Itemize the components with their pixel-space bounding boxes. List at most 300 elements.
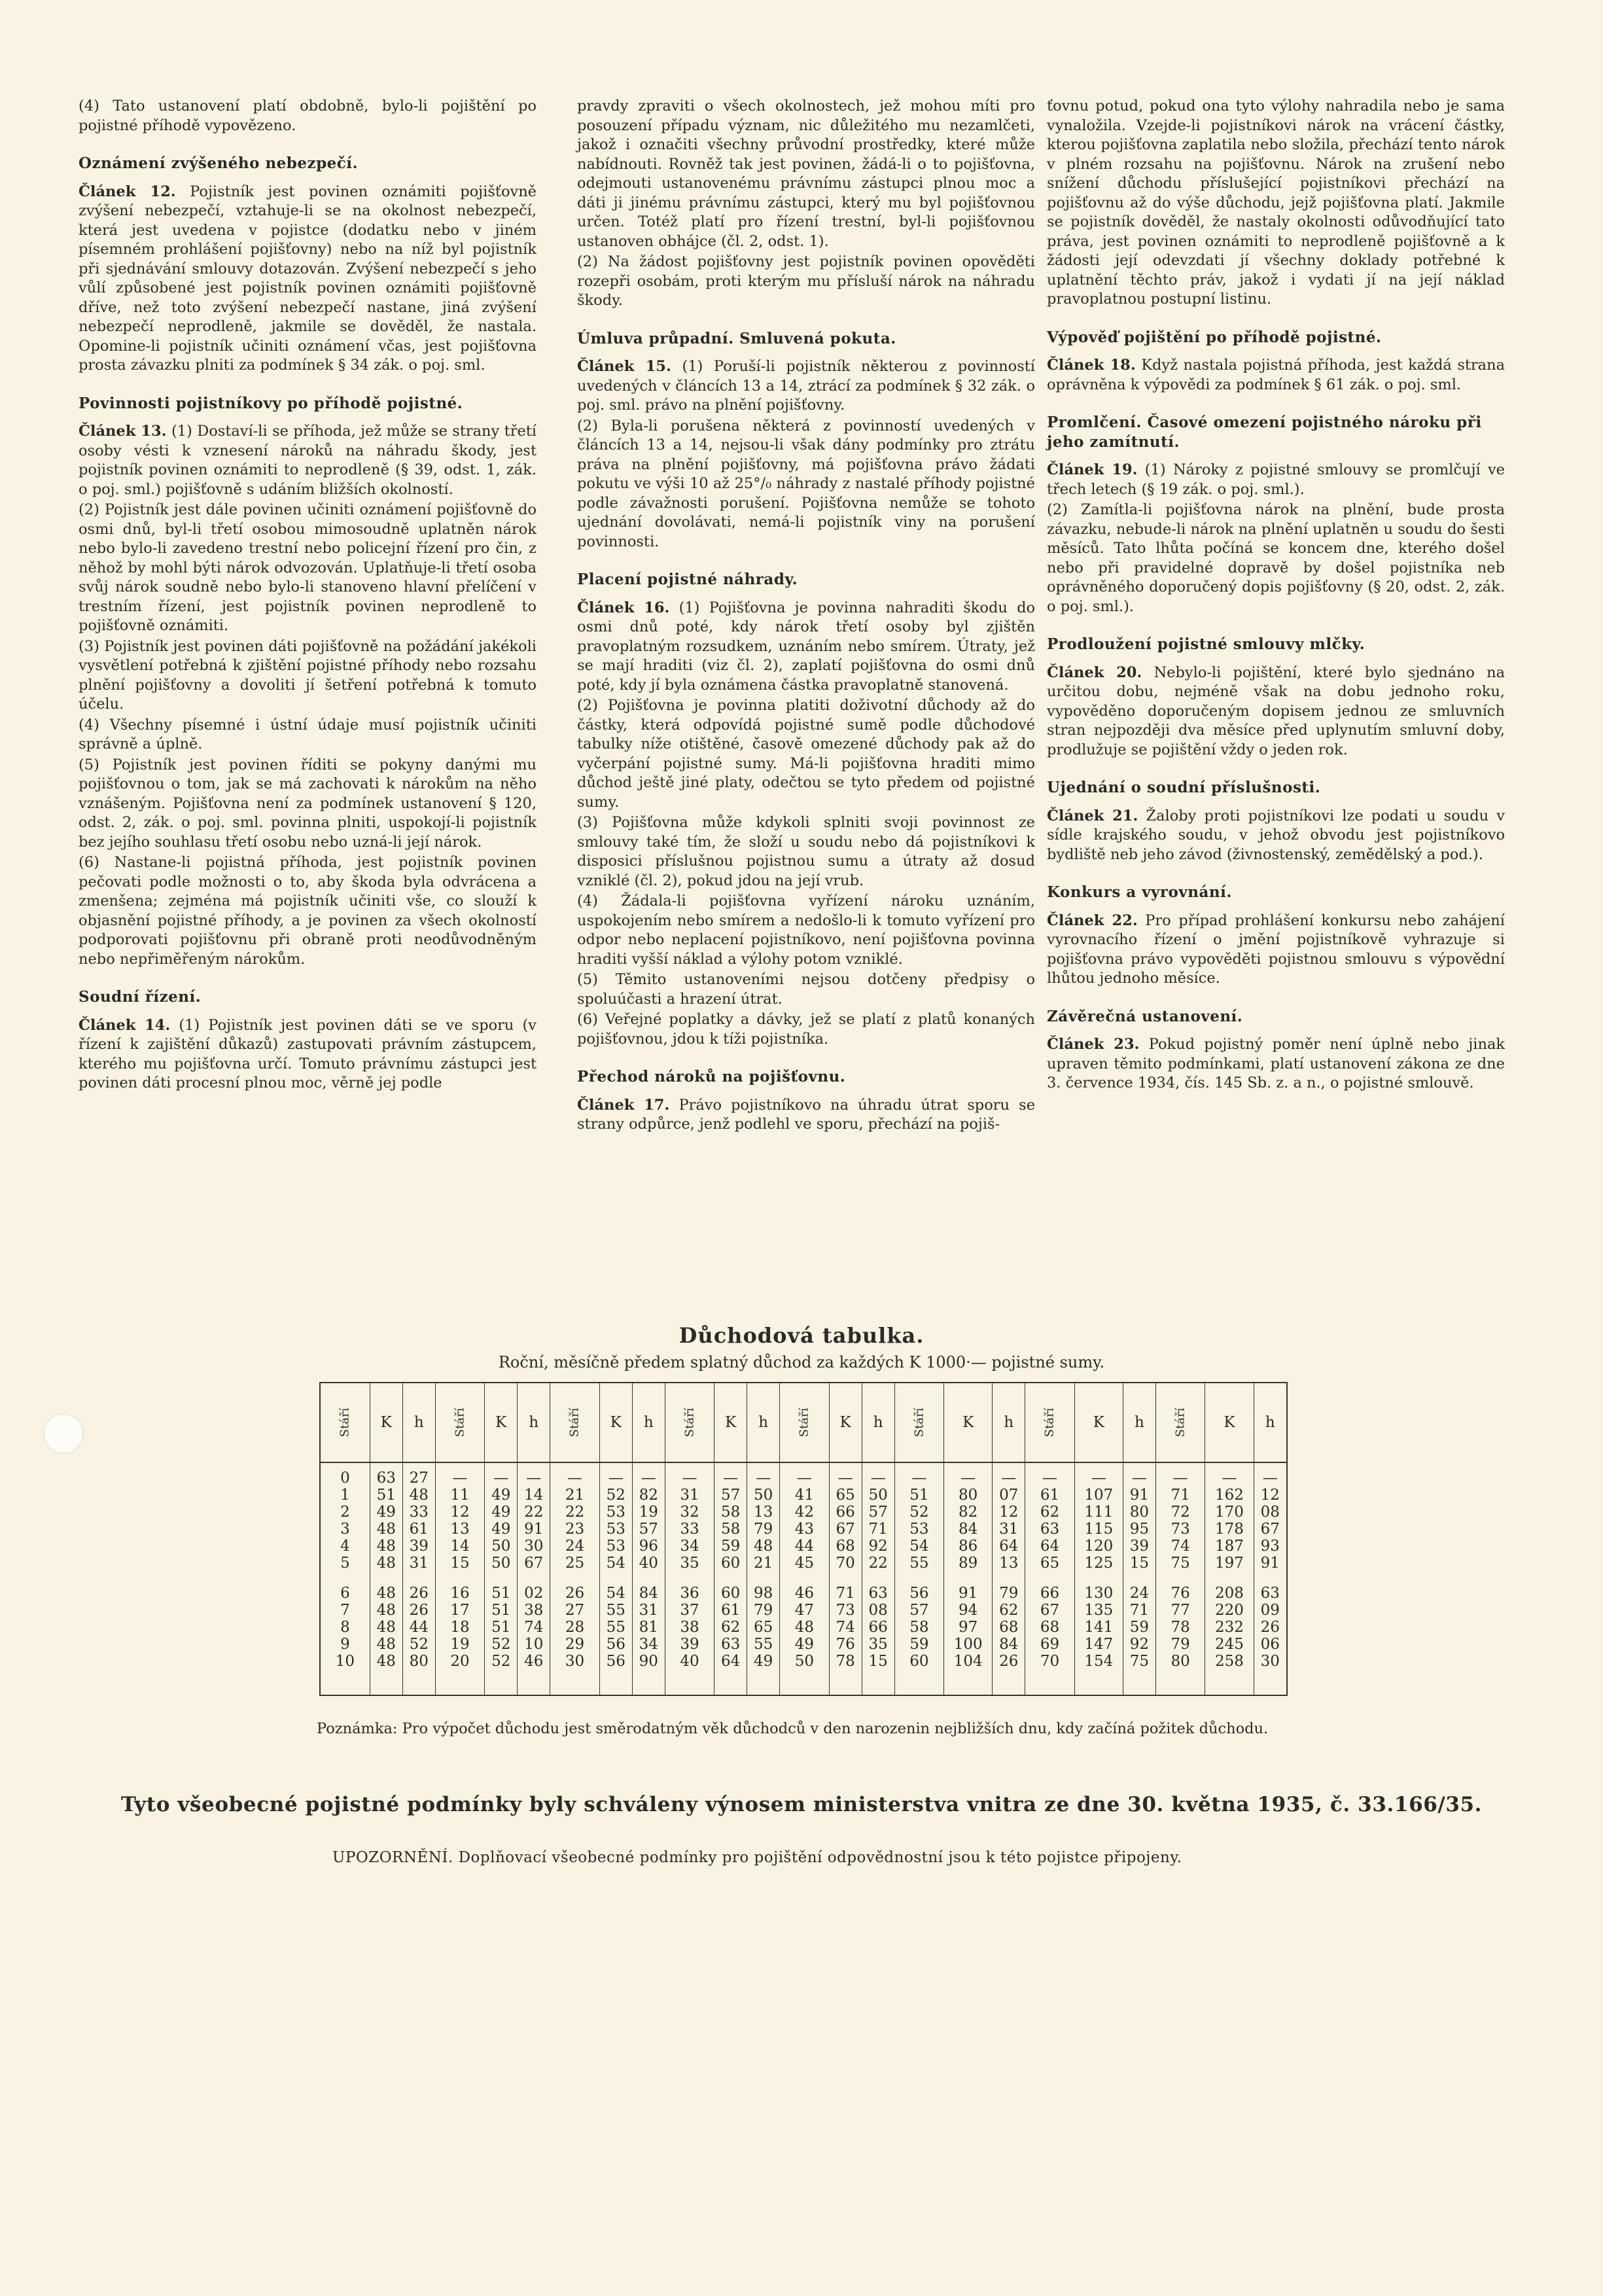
table-cell: 52 (909, 1504, 929, 1521)
table-cell: 57 (721, 1487, 741, 1504)
paragraph-text: (2) Zamítla-li pojišťovna nárok na plnění, bude prosta závazku, nebude-li nárok na plnění uplatněn u soudu do šesti měsíců. Tato lhůta počíná se koncem dne, kterého došel nebo při pravidelné dopravě by došel pojistníka neb oprávněného doporučený dopis pojišťovny (§ 20, odst. 2, zák. o poj. sml.). (1047, 501, 1505, 615)
age-column (1025, 1462, 1074, 1695)
table-cell: 135 (1084, 1602, 1114, 1619)
table-cell: 21 (565, 1487, 585, 1504)
text-column-1 (79, 97, 537, 1095)
paragraph (1047, 356, 1505, 395)
table-cell: 51 (376, 1487, 396, 1504)
table-cell: 27 (409, 1470, 429, 1487)
article-number: Článek 19. (1047, 461, 1138, 478)
hellers-column (1254, 1462, 1287, 1695)
table-cell: 92 (1129, 1636, 1150, 1653)
hellers-column (1123, 1462, 1155, 1695)
crowns-column (714, 1462, 747, 1695)
table-cell: 54 (606, 1555, 625, 1572)
paragraph (79, 1016, 537, 1093)
table-cell: 74 (836, 1619, 855, 1636)
paragraph (577, 417, 1035, 552)
table-cell: 115 (1084, 1521, 1114, 1538)
table-cell: 48 (754, 1538, 773, 1555)
table-cell: 50 (868, 1487, 888, 1504)
age-column-header: Stáří (665, 1383, 714, 1462)
table-cell: 73 (836, 1602, 855, 1619)
table-cell: 16 (450, 1585, 470, 1602)
crowns-column-header: K (829, 1383, 862, 1462)
paragraph-text: (1) Dostaví-li se příhoda, jež může se strany třetí osoby vésti k vznesení nároků na náhradu škody, jest pojistník povinen oznámiti to neprodleně (§ 39, odst. 1, zák. o poj. sml.) pojišťovně s udáním bližších okolností. (79, 423, 537, 498)
table-cell: 59 (1129, 1619, 1150, 1636)
paragraph (79, 756, 537, 853)
article-number: Článek 16. (577, 599, 670, 616)
table-cell: 80 (409, 1653, 429, 1670)
age-column-header: Stáří (1025, 1383, 1074, 1462)
age-column (550, 1462, 599, 1695)
table-cell: 15 (1129, 1555, 1150, 1572)
paragraph (1047, 501, 1505, 616)
warning-notice: UPOZORNĚNÍ. Doplňovací všeobecné podmínky pro pojištění odpovědnostní jsou k této pojistce připojeny. (332, 1849, 1182, 1866)
table-cell: 48 (376, 1636, 396, 1653)
table-cell: 56 (606, 1636, 625, 1653)
crowns-column-header: K (370, 1383, 402, 1462)
text-column-2 (577, 97, 1035, 1136)
table-cell: 77 (1171, 1602, 1190, 1619)
approval-statement: Tyto všeobecné pojistné podmínky byly schváleny výnosem ministerstva vnitra ze dne 30. května 1935, č. 33.166/35. (120, 1793, 1483, 1816)
paragraph-text: Pojistník jest povinen oznámiti pojišťovně zvýšení nebezpečí, vztahuje-li se na okolnost nebezpečí, která jest uvedena v pojistce (dodatku nebo v jiném písemném prohlášení pojišťovny) nebo na níž byl pojistník při sjednávání smlouvy dotazován. Zvýšení nebezpečí s jeho vůlí způsobené jest pojistník povinen oznámiti pojišťovně dříve, než toto zvýšení nebezpečí nastane, jiná zvýšení nebezpečí neprodleně, jakmile se dověděl, že nastala. Opomine-li pojistník učiniti oznámení včas, jest pojišťovna prosta závazku plniti za podmínek § 34 zák. o poj. sml. (79, 183, 537, 374)
paragraph-text: (5) Pojistník jest povinen říditi se pokyny danými mu pojišťovnou o tom, jak se má zachovati k nárokům na něho vznášeným. Pojišťovna není za podmínek ustanovení § 120, odst. 2, zák. o poj. sml. povinna plniti, uspokojí-li pojistník bez jejího souhlasu třetí osobu nebo uzná-li její nárok. (79, 756, 537, 851)
table-cell: — (1262, 1470, 1278, 1487)
table-cell: 12 (1260, 1487, 1280, 1504)
section-heading: Soudní řízení. (79, 988, 202, 1006)
table-cell: 27 (565, 1602, 585, 1619)
table-cell: 125 (1084, 1555, 1114, 1572)
table-cell: 3 (340, 1521, 350, 1538)
age-column-header: Stáří (780, 1383, 829, 1462)
table-cell: 41 (794, 1487, 815, 1504)
crowns-column (599, 1462, 632, 1695)
table-cell: 141 (1084, 1619, 1114, 1636)
table-cell: 94 (959, 1602, 978, 1619)
table-cell: 60 (721, 1585, 741, 1602)
table-cell: 111 (1084, 1504, 1114, 1521)
table-cell: 91 (524, 1521, 544, 1538)
article-number: Článek 13. (79, 423, 167, 440)
table-cell: 39 (1129, 1538, 1150, 1555)
table-cell: 66 (1040, 1585, 1060, 1602)
table-cell: — (870, 1470, 886, 1487)
table-cell: 22 (524, 1504, 544, 1521)
hellers-column-header: h (1254, 1383, 1287, 1462)
paragraph-text: Pro případ prohlášení konkursu nebo zahájení vyrovnacího řízení o jmění pojistníkově vyhrazuje si pojišťovna právo vypověděti pojistnou smlouvu s výpovědní lhůtou jednoho měsíce. (1047, 911, 1505, 987)
table-cell: 52 (409, 1636, 429, 1653)
table-cell: 8 (340, 1619, 350, 1636)
table-cell: 44 (409, 1619, 429, 1636)
paragraph-text: (6) Veřejné poplatky a dávky, jež se platí z platů konaných pojišťovnou, jdou k tíži pojistníka. (577, 1011, 1035, 1048)
table-cell: 06 (1260, 1636, 1280, 1653)
hellers-column-header: h (1123, 1383, 1155, 1462)
table-cell: 19 (450, 1636, 470, 1653)
table-cell: — (1091, 1470, 1106, 1487)
table-cell: 232 (1214, 1619, 1244, 1636)
age-column (894, 1462, 943, 1695)
table-cell: 60 (909, 1653, 929, 1670)
table-cell: 20 (450, 1653, 470, 1670)
table-cell: 52 (491, 1636, 511, 1653)
table-cell: 74 (524, 1619, 544, 1636)
section-heading: Povinnosti pojistníkovy po příhodě pojistné. (79, 394, 463, 412)
paragraph-text: Nebylo-li pojištění, které bylo sjednáno na určitou dobu, nejméně však na dobu jednoho roku, vypověděno doporučeným dopisem jednou ze smluvních stran nejpozději dva měsíce před uplynutím smluvní doby, prodlužuje se pojištění vždy o jeden rok. (1047, 663, 1506, 758)
table-cell: 57 (909, 1602, 929, 1619)
section-heading: Výpověď pojištění po příhodě pojistné. (1047, 328, 1382, 346)
table-cell: 40 (639, 1555, 658, 1572)
table-cell: 72 (1171, 1504, 1190, 1521)
table-cell: 82 (959, 1504, 978, 1521)
table-cell: 26 (999, 1653, 1019, 1670)
paragraph (1047, 1035, 1505, 1093)
paragraph-text: (1) Poruší-li pojistník některou z povinností uvedených v článcích 13 a 14, ztrácí za podmínek § 32 zák. o poj. sml. právo na plnění pojišťovny. (577, 358, 1035, 414)
table-cell: 22 (868, 1555, 888, 1572)
table-cell: 31 (409, 1555, 429, 1572)
table-cell: 76 (1171, 1585, 1190, 1602)
table-cell: 245 (1214, 1636, 1244, 1653)
table-cell: 80 (1171, 1653, 1190, 1670)
table-cell: 31 (639, 1602, 658, 1619)
age-column-header: Stáří (320, 1383, 370, 1462)
table-cell: 60 (721, 1555, 741, 1572)
table-cell: 15 (450, 1555, 470, 1572)
paragraph (577, 1096, 1035, 1135)
table-cell: — (608, 1470, 624, 1487)
paragraph (1047, 461, 1505, 499)
paragraph-text: (2) Pojistník jest dále povinen učiniti oznámení pojišťovně do osmi dnů, byl-li třetí osobou mimosoudně uplatněn nárok nebo bylo-li zavedeno trestní nebo policejní řízení pro čin, z něhož by mohl býti nárok odvozován. Uplatňuje-li třetí osoba svůj nárok soudně nebo bylo-li stanoveno hlavní přelíčení v trestním řízení, jest pojistník povinen neprodleně to pojišťovně oznámiti. (79, 501, 537, 634)
table-cell: 220 (1214, 1602, 1244, 1619)
table-cell: 55 (754, 1636, 773, 1653)
table-cell: 100 (953, 1636, 983, 1653)
paragraph-text: (2) Pojišťovna je povinna platiti doživotní důchody až do částky, která odpovídá pojistné sumě podle důchodové tabulky níže otištěné, časově omezené důchody pak až do vyčerpání pojistné sumy. Má-li pojišťovna hraditi mimo důchod ještě jiné platy, odečtou se tyto předem od pojistné sumy. (577, 697, 1035, 811)
table-cell: 44 (794, 1538, 815, 1555)
table-cell: 26 (1260, 1619, 1280, 1636)
table-cell: 107 (1084, 1487, 1114, 1504)
hellers-column (632, 1462, 665, 1695)
table-cell: 61 (1040, 1487, 1060, 1504)
age-column-header: Stáří (435, 1383, 484, 1462)
paragraph-text: (6) Nastane-li pojistná příhoda, jest pojistník povinen pečovati podle možnosti o to, aby škoda byla odvrácena a zmenšena; zejména má pojistník učiniti vše, co slouží k objasnění pojistné příhody, a je povinen za všech okolností podporovati pojišťovnu při obraně proti neodůvodněným nebo nepřiměřeným nárokům. (79, 854, 537, 968)
table-cell: — (1172, 1470, 1188, 1487)
table-cell: 81 (639, 1619, 658, 1636)
table-cell: 71 (836, 1585, 855, 1602)
table-cell: 98 (754, 1585, 773, 1602)
table-cell: 90 (639, 1653, 658, 1670)
table-cell: — (960, 1470, 976, 1487)
table-cell: 4 (340, 1538, 350, 1555)
table-cell: 70 (836, 1555, 855, 1572)
table-cell: 12 (999, 1504, 1019, 1521)
table-cell: 47 (794, 1602, 815, 1619)
paragraph (79, 183, 537, 376)
paragraph-text: Když nastala pojistná příhoda, jest každá strana oprávněna k výpovědi za podmínek § 61 zák. o poj. sml. (1047, 357, 1505, 393)
paragraph (577, 357, 1035, 415)
hellers-column-header: h (993, 1383, 1025, 1462)
table-cell: 33 (680, 1521, 699, 1538)
table-cell: 48 (376, 1538, 396, 1555)
table-cell: 130 (1084, 1585, 1114, 1602)
section-heading: Úmluva průpadní. Smluvená pokuta. (577, 329, 896, 347)
table-cell: 38 (680, 1619, 699, 1636)
table-cell: 61 (409, 1521, 429, 1538)
table-cell: — (682, 1470, 697, 1487)
crowns-column (944, 1462, 993, 1695)
table-cell: 54 (606, 1585, 625, 1602)
table-cell: 49 (754, 1653, 773, 1670)
table-cell: 65 (1040, 1555, 1060, 1572)
table-cell: 53 (606, 1504, 625, 1521)
table-cell: 10 (335, 1653, 355, 1670)
table-cell: 34 (639, 1636, 658, 1653)
table-cell: 6 (340, 1585, 350, 1602)
paragraph-text: pravdy zpraviti o všech okolnostech, jež mohou míti pro posouzení případu význam, nic důležitého mu nezamlčeti, jakož i označiti všechny průvodní prostředky, které může nabídnouti. Rovněž tak jest povinen, žádá-li o to pojišťovna, odejmouti ustanovenému právnímu zástupci plnou moc a dáti ji jinému právnímu zástupci, který mu byl pojišťovnou určen. Totéž platí pro řízení trestní, byl-li pojišťovnou ustanoven obhájce (čl. 2, odst. 1). (577, 97, 1035, 250)
paragraph (79, 637, 537, 715)
table-cell: 13 (754, 1504, 773, 1521)
table-cell: 55 (606, 1619, 625, 1636)
table-cell: 86 (959, 1538, 978, 1555)
crowns-column (485, 1462, 518, 1695)
table-cell: 75 (1129, 1653, 1150, 1670)
table-cell: 74 (1171, 1538, 1190, 1555)
table-cell: 67 (1040, 1602, 1060, 1619)
table-cell: 30 (524, 1538, 544, 1555)
text-column-3 (1047, 97, 1505, 1095)
paragraph (577, 1010, 1035, 1049)
table-cell: 54 (909, 1538, 929, 1555)
table-cell: 178 (1214, 1521, 1244, 1538)
table-cell: 64 (1040, 1538, 1060, 1555)
paragraph-text: Právo pojistníkovo na úhradu útrat sporu se strany odpůrce, jenž podlehl ve sporu, přechází na pojiš- (577, 1096, 1036, 1133)
crowns-column (370, 1462, 402, 1695)
table-cell: — (526, 1470, 542, 1487)
paragraph-text: Pokud pojistný poměr není úplně nebo jinak upraven těmito podmínkami, platí ustanovení zákona ze dne 3. července 1934, čís. 145 Sb. z. a n., o pojistné smlouvě. (1047, 1036, 1506, 1091)
age-column (1155, 1462, 1205, 1695)
table-cell: — (567, 1470, 582, 1487)
section-heading: Placení pojistné náhrady. (577, 571, 798, 588)
paragraph (1047, 807, 1505, 865)
article-number: Článek 21. (1047, 807, 1138, 824)
pension-table-body (320, 1462, 1287, 1695)
table-cell: 31 (999, 1521, 1019, 1538)
table-cell: 55 (909, 1555, 929, 1572)
table-cell: 25 (565, 1555, 585, 1572)
paragraph (79, 501, 537, 636)
table-cell: 7 (340, 1602, 350, 1619)
table-cell: 56 (909, 1585, 929, 1602)
table-cell: 63 (1260, 1585, 1280, 1602)
article-number: Článek 15. (577, 358, 671, 375)
table-cell: 62 (999, 1602, 1019, 1619)
table-cell: 93 (1260, 1538, 1280, 1555)
table-cell: 30 (565, 1653, 585, 1670)
table-cell: 26 (409, 1602, 429, 1619)
table-cell: 64 (999, 1538, 1019, 1555)
table-cell: — (723, 1470, 739, 1487)
pension-table-note: Poznámka: Pro výpočet důchodu jest směrodatným věk důchodců v den narozenin nejbližších dnu, kdy začíná požitek důchodu. (317, 1720, 1269, 1737)
table-cell: 12 (450, 1504, 470, 1521)
table-cell: 11 (450, 1487, 470, 1504)
table-cell: 48 (376, 1585, 396, 1602)
table-cell: 71 (1129, 1602, 1150, 1619)
article-number: Článek 14. (79, 1016, 171, 1034)
paragraph-text: (3) Pojišťovna může kdykoli splniti svoji povinnost ze smlouvy také tím, že složí u soudu nebo dá pojistníkovi k disposici příslušnou pojistnou sumu a útraty až dosud vzniklé (čl. 2), pokud jdou na její vrub. (577, 814, 1035, 889)
table-cell: 51 (491, 1619, 511, 1636)
table-cell: 67 (836, 1521, 855, 1538)
table-cell: 48 (376, 1555, 396, 1572)
table-cell: 58 (909, 1619, 929, 1636)
table-cell: 49 (491, 1521, 511, 1538)
table-cell: 15 (868, 1653, 888, 1670)
table-cell: 48 (376, 1619, 396, 1636)
table-cell: — (493, 1470, 509, 1487)
crowns-column-header: K (1205, 1383, 1254, 1462)
table-cell: 38 (524, 1602, 544, 1619)
table-cell: 48 (376, 1521, 396, 1538)
table-cell: 24 (565, 1538, 585, 1555)
paragraph (577, 892, 1035, 969)
table-cell: 75 (1171, 1555, 1190, 1572)
table-cell: 65 (754, 1619, 773, 1636)
table-cell: 58 (721, 1521, 741, 1538)
table-cell: 51 (491, 1585, 511, 1602)
paragraph (577, 97, 1035, 251)
table-cell: 48 (409, 1487, 429, 1504)
hellers-column (993, 1462, 1025, 1695)
table-cell: 37 (680, 1602, 699, 1619)
age-column (320, 1462, 370, 1695)
table-cell: 22 (565, 1504, 585, 1521)
table-cell: 78 (1171, 1619, 1190, 1636)
table-cell: — (1222, 1470, 1237, 1487)
table-cell: 51 (909, 1487, 929, 1504)
hellers-column-header: h (747, 1383, 780, 1462)
crowns-column (1205, 1462, 1254, 1695)
table-cell: 56 (606, 1653, 625, 1670)
table-cell: 02 (524, 1585, 544, 1602)
paragraph-text: (2) Na žádost pojišťovny jest pojistník povinen opověděti rozepři osobám, proti kterým mu přísluší nárok na náhradu škody. (577, 253, 1035, 309)
table-cell: 49 (491, 1487, 511, 1504)
table-cell: 07 (999, 1487, 1019, 1504)
table-cell: 59 (721, 1538, 741, 1555)
table-cell: 19 (639, 1504, 658, 1521)
table-cell: 67 (524, 1555, 544, 1572)
table-cell: 67 (1260, 1521, 1280, 1538)
table-cell: 13 (999, 1555, 1019, 1572)
table-cell: 10 (524, 1636, 544, 1653)
hellers-column-header: h (632, 1383, 665, 1462)
table-cell: 63 (868, 1585, 888, 1602)
table-cell: 49 (491, 1504, 511, 1521)
paragraph-text: (4) Tato ustanovení platí obdobně, bylo-li pojištění po pojistné příhodě vypovězeno. (79, 97, 537, 134)
table-cell: 57 (639, 1521, 658, 1538)
table-cell: 58 (721, 1504, 741, 1521)
table-cell: 70 (1040, 1653, 1060, 1670)
crowns-column-header: K (1074, 1383, 1123, 1462)
table-cell: 51 (491, 1602, 511, 1619)
section-heading: Prodloužení pojistné smlouvy mlčky. (1047, 635, 1365, 653)
paragraph-text: (4) Žádala-li pojišťovna vyřízení nároku uznáním, uspokojením nebo smírem a nedošlo-li k tomuto vyřízení pro odpor nebo neplacení pojistníkovo, není pojišťovna povinna hraditi vyšší náklad a výlohy potom vzniklé. (577, 892, 1035, 968)
table-cell: 23 (565, 1521, 585, 1538)
table-cell: — (1001, 1470, 1017, 1487)
article-number: Článek 12. (79, 183, 176, 200)
paragraph (79, 97, 537, 135)
article-number: Článek 17. (577, 1096, 670, 1114)
age-column (435, 1462, 484, 1695)
table-cell: 2 (340, 1504, 350, 1521)
paragraph (1047, 97, 1505, 309)
table-cell: 50 (491, 1538, 511, 1555)
table-cell: 50 (794, 1653, 815, 1670)
age-column-header: Stáří (550, 1383, 599, 1462)
table-cell: 79 (1171, 1636, 1190, 1653)
paragraph (1047, 911, 1505, 989)
table-cell: 5 (340, 1555, 350, 1572)
table-cell: 208 (1214, 1585, 1244, 1602)
table-cell: 76 (836, 1636, 855, 1653)
table-cell: 14 (524, 1487, 544, 1504)
article-number: Článek 22. (1047, 911, 1138, 929)
table-cell: — (837, 1470, 853, 1487)
table-cell: 84 (639, 1585, 658, 1602)
table-cell: 29 (565, 1636, 585, 1653)
table-cell: — (796, 1470, 812, 1487)
hellers-column-header: h (518, 1383, 550, 1462)
table-cell: 43 (794, 1521, 815, 1538)
pension-table-title: Důchodová tabulka. (678, 1323, 925, 1348)
paragraph-text: (1) Pojišťovna je povinna nahraditi škodu do osmi dnů poté, kdy nárok třetí osoby byl zjištěn pravoplatným rozsudkem, uznáním nebo smírem. Útraty, jež se mají hraditi (viz čl. 2), zaplatí pojišťovna do osmi dnů poté, kdy jí byla oznámena částka pravoplatně stanovená. (577, 599, 1036, 694)
table-cell: 36 (680, 1585, 699, 1602)
table-cell: 55 (606, 1602, 625, 1619)
table-cell: 28 (565, 1619, 585, 1636)
table-cell: 66 (836, 1504, 855, 1521)
table-cell: 13 (450, 1521, 470, 1538)
paragraph-text: (4) Všechny písemné i ústní údaje musí pojistník učiniti správně a úplně. (79, 716, 537, 752)
table-cell: — (641, 1470, 656, 1487)
paragraph (577, 813, 1035, 891)
crowns-column-header: K (714, 1383, 747, 1462)
section-heading: Promlčení. Časové omezení pojistného nároku při jeho zamítnutí. (1047, 414, 1482, 451)
table-cell: 147 (1084, 1636, 1114, 1653)
table-cell: 34 (680, 1538, 699, 1555)
table-cell: 45 (794, 1555, 815, 1572)
pension-table (319, 1382, 1288, 1696)
punch-hole (43, 1413, 84, 1454)
table-cell: 48 (794, 1619, 815, 1636)
crowns-column (1074, 1462, 1123, 1695)
table-cell: 46 (794, 1585, 815, 1602)
section-heading: Přechod nároků na pojišťovnu. (577, 1068, 846, 1086)
table-cell: 50 (491, 1555, 511, 1572)
table-cell: 17 (450, 1602, 470, 1619)
age-column (780, 1462, 829, 1695)
table-cell: — (756, 1470, 771, 1487)
pension-table-subtitle: Roční, měsíčně předem splatný důchod za každých K 1000·— pojistné sumy. (498, 1353, 1105, 1371)
hellers-column-header: h (402, 1383, 435, 1462)
table-cell: 48 (376, 1653, 396, 1670)
table-cell: 42 (794, 1504, 815, 1521)
table-cell: 35 (680, 1555, 699, 1572)
paragraph-text: (1) Nároky z pojistné smlouvy se promlčují ve třech letech (§ 19 zák. o poj. sml.). (1047, 461, 1505, 498)
age-column-header: Stáří (894, 1383, 943, 1462)
paragraph-text: ťovnu potud, pokud ona tyto výlohy nahradila nebo je sama vynaložila. Vzejde-li pojistníkovi nárok na vrácení částky, kterou pojišťovna zaplatila nebo složila, přechází tento nárok v plném rozsahu na pojišťovnu. Nárok na zrušení nebo snížení důchodu příslušející pojistníkovi přechází na pojišťovnu až do výše důchodu, jejž pojišťovna platí. Jakmile se pojistník dověděl, že nastaly okolnosti odůvodňující tato práva, jest povinen oznámiti to neprodleně pojišťovně a k žádosti její odevzdati jí všechny doklady potřebné k uplatnění těchto práv, jakož i vydati jí na její náklad pravoplatnou postupní listinu. (1047, 97, 1505, 308)
table-cell: 79 (999, 1585, 1019, 1602)
table-cell: 71 (868, 1521, 888, 1538)
paragraph (577, 253, 1035, 311)
table-cell: 0 (340, 1470, 350, 1487)
table-cell: 09 (1260, 1602, 1280, 1619)
